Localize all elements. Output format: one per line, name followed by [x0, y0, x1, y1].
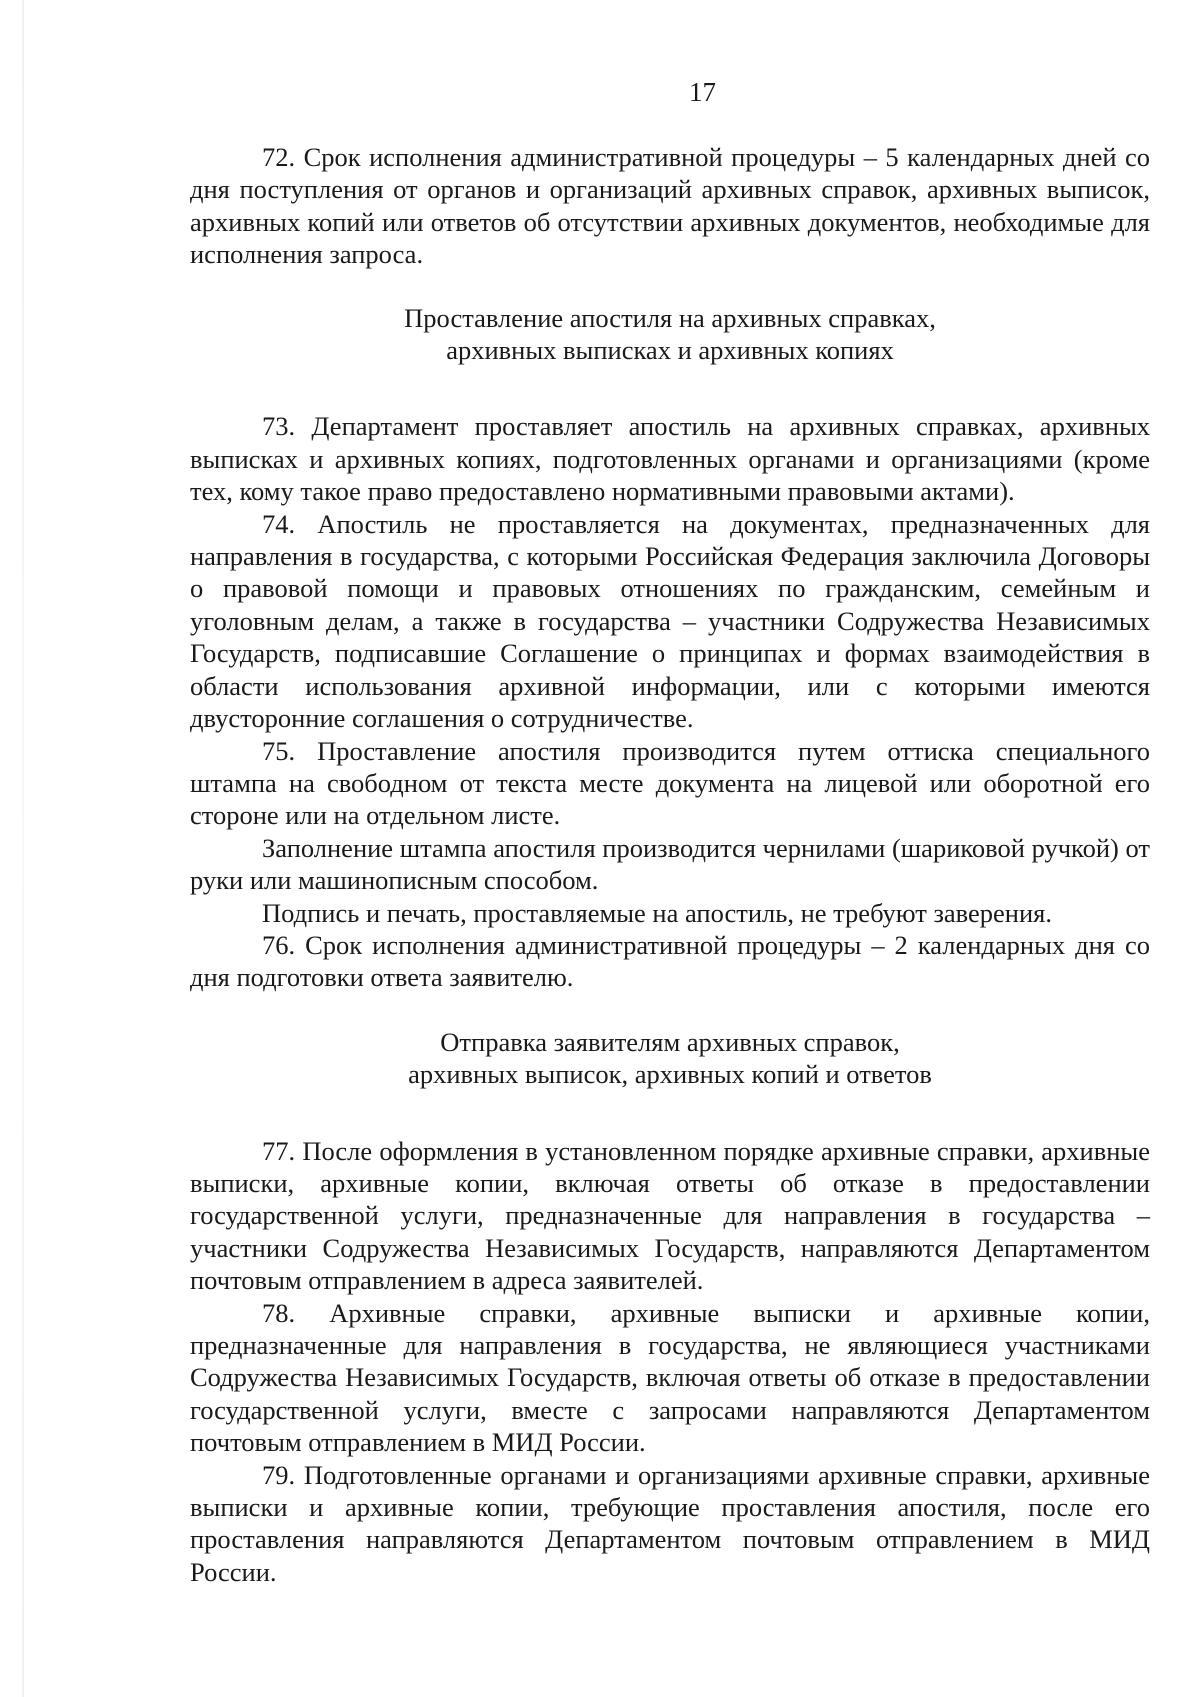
document-body — [190, 141, 1150, 1588]
paragraph-74: 74. Апостиль не проставляется на документах, предназначенных для направления в государства, с которыми Российская Федерация заключила Договоры о правовой помощи и правовых отношениях по гражданским, семейным и уголовным делам, а также в государства – участники Содружества Независимых Государств, подписавшие Соглашение о принципах и формах взаимодействия в области использования архивной информации, или с которыми имеются двусторонние соглашения о сотрудничестве. — [190, 508, 1150, 734]
section-heading-apostille-line-1: Проставление апостиля на архивных справках, — [404, 302, 936, 333]
section-heading-sending-line-2: архивных выписок, архивных копий и ответов — [408, 1059, 932, 1090]
paragraph-75-filling: Заполнение штампа апостиля производится чернилами (шариковой ручкой) от руки или машинописным способом. — [190, 832, 1150, 896]
paragraph-76: 76. Срок исполнения административной процедуры – 2 календарных дня со дня подготовки ответа заявителю. — [190, 929, 1150, 993]
paragraph-75-signature: Подпись и печать, проставляемые на апостиль, не требуют заверения. — [262, 897, 1052, 928]
section-heading-apostille — [190, 302, 1150, 367]
section-heading-sending — [190, 1026, 1150, 1091]
paragraph-79: 79. Подготовленные органами и организациями архивные справки, архивные выписки и архивные копии, требующие проставления апостиля, после его проставления направляются Департаментом почтовым отправлением в МИД России. — [190, 1459, 1150, 1587]
paragraph-72: 72. Срок исполнения административной процедуры – 5 календарных дней со дня поступления от органов и организаций архивных справок, архивных выписок, архивных копий или ответов об отсутствии архивных документов, необходимые для исполнения запроса. — [190, 142, 1150, 270]
scan-edge-shadow — [22, 0, 24, 1697]
paragraph-77: 77. После оформления в установленном порядке архивные справки, архивные выписки, архивные копии, включая ответы об отказе в предоставлении государственной услуги, предназначенные для направления в государства – участники Содружества Независимых Государств, направляются Департаментом почтовым отправлением в адреса заявителей. — [190, 1135, 1150, 1296]
section-heading-apostille-line-2: архивных выписках и архивных копиях — [446, 335, 894, 366]
paragraph-78: 78. Архивные справки, архивные выписки и архивные копии, предназначенные для направления в государства, не являющиеся участниками Содружества Независимых Государств, включая ответы об отказе в предоставлении государственной услуги, вместе с запросами направляются Департаментом почтовым отправлением в МИД России. — [190, 1297, 1150, 1458]
section-heading-sending-line-1: Отправка заявителям архивных справок, — [440, 1026, 900, 1057]
page-number: 17 — [689, 77, 716, 107]
paragraph-75: 75. Проставление апостиля производится путем оттиска специального штампа на свободном от текста месте документа на лицевой или оборотной его стороне или на отдельном листе. — [190, 735, 1150, 831]
paragraph-73: 73. Департамент проставляет апостиль на архивных справках, архивных выписках и архивных копиях, подготовленных органами и организациями (кроме тех, кому такое право предоставлено нормативными правовыми актами). — [190, 411, 1150, 507]
